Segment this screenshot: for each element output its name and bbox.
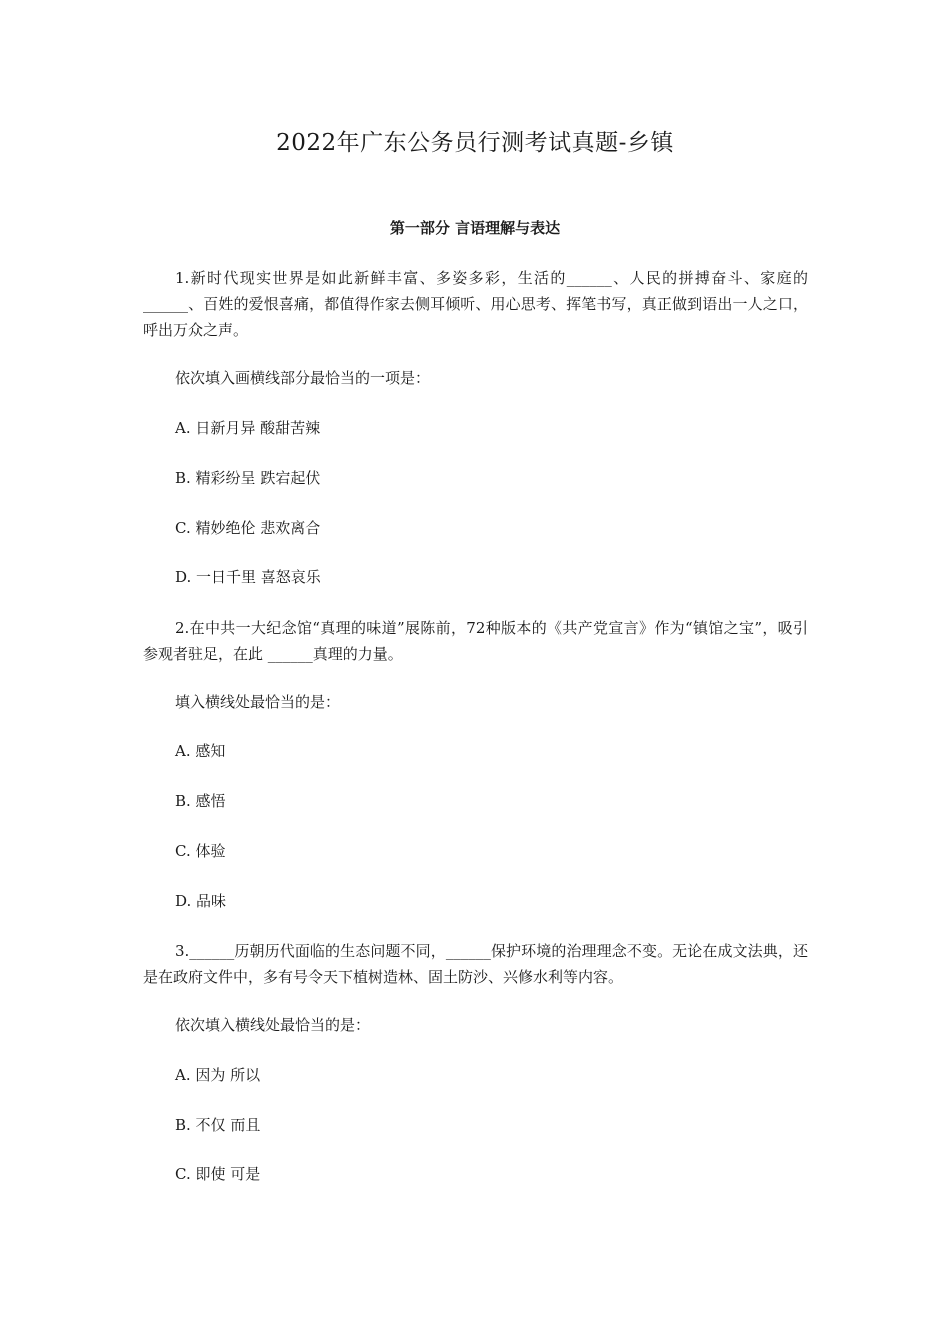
question-1-option-d: D. 一日千里 喜怒哀乐 [175, 568, 321, 586]
question-2-option-a: A. 感知 [175, 742, 226, 760]
question-3-option-b: B. 不仅 而且 [175, 1116, 261, 1134]
question-3-option-a: A. 因为 所以 [175, 1066, 261, 1084]
question-2-option-d: D. 品味 [175, 892, 227, 910]
question-3-prompt: 依次填入横线处最恰当的是： [175, 1016, 371, 1034]
question-1-stem: 1.新时代现实世界是如此新鲜丰富、多姿多彩，生活的______、人民的拼搏奋斗、家庭的______、百姓的爱恨喜痛，都值得作家去侧耳倾听、用心思考、挥笔书写，真正做到语出一人之口，呼出万众之声。 [143, 269, 808, 339]
question-3-option-c: C. 即使 可是 [175, 1165, 261, 1183]
question-1-option-b: B. 精彩纷呈 跌宕起伏 [175, 469, 321, 487]
question-2-stem: 2.在中共一大纪念馆“真理的味道”展陈前，72种版本的《共产党宣言》作为“镇馆之宝”，吸引参观者驻足，在此 ______真理的力量。 [143, 619, 808, 663]
question-1-prompt: 依次填入画横线部分最恰当的一项是： [175, 369, 431, 387]
question-1-option-c: C. 精妙绝伦 悲欢离合 [175, 519, 321, 537]
question-2-option-b: B. 感悟 [175, 792, 226, 810]
document-title: 2022年广东公务员行测考试真题-乡镇 [276, 130, 674, 156]
question-1-option-a: A. 日新月异 酸甜苦辣 [175, 419, 321, 437]
question-2-option-c: C. 体验 [175, 842, 226, 860]
question-2-prompt: 填入横线处最恰当的是： [175, 693, 341, 711]
question-3-stem: 3.______历朝历代面临的生态问题不同，______保护环境的治理理念不变。无论在成文法典，还是在政府文件中，多有号令天下植树造林、固土防沙、兴修水利等内容。 [143, 942, 808, 986]
section-heading: 第一部分 言语理解与表达 [389, 219, 561, 237]
